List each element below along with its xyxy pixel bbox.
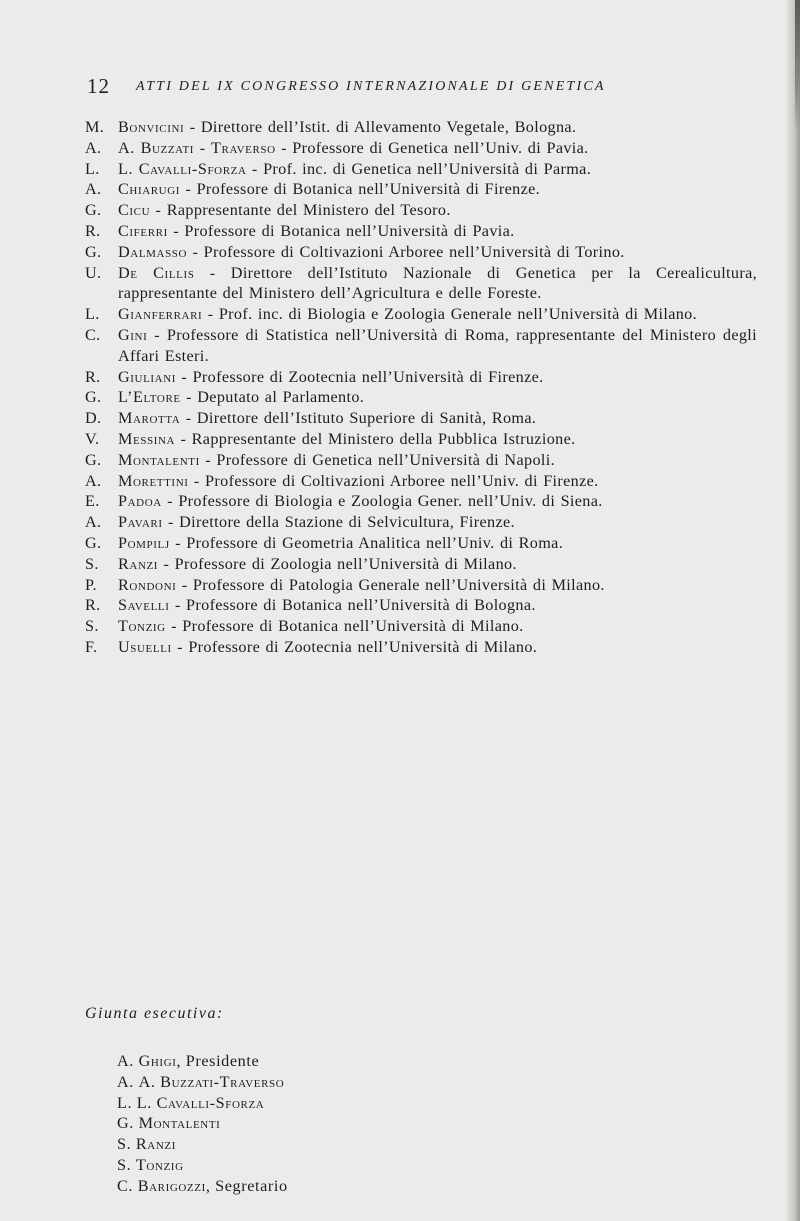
member-description: - Professore di Botanica nell’Università di Firenze. [180, 180, 541, 199]
member-description: - Direttore dell’Istituto Nazionale di Genetica per la Cerealicultura, rappresentante del Ministero dell’Agricultura e delle Foreste. [118, 263, 757, 303]
member-description: - Professore di Zootecnia nell’Università di Milano. [171, 637, 538, 656]
executive-member-initial: G. [117, 1114, 139, 1133]
executive-member [117, 1155, 288, 1176]
member-initial: S. [85, 617, 99, 636]
member-entry [85, 471, 757, 492]
member-initial: L. [85, 305, 100, 324]
member-entry [85, 450, 757, 471]
member-entry [85, 221, 757, 242]
member-name: Dalmasso [118, 242, 188, 261]
member-description: - Professore di Botanica nell’Università di Milano. [165, 617, 524, 636]
member-name: Gini [118, 325, 148, 344]
executive-member-initial: S. [117, 1155, 136, 1174]
executive-member [117, 1093, 288, 1114]
member-name: L. Cavalli-Sforza [118, 159, 247, 178]
member-name: Morettini [118, 471, 189, 490]
member-name: Rondoni [118, 575, 177, 594]
executive-member-name: Montalenti [138, 1114, 221, 1133]
member-entry [85, 491, 757, 512]
member-initial: S. [85, 554, 99, 573]
executive-member [117, 1051, 288, 1072]
member-description: - Professore di Patologia Generale nell’Università di Milano. [176, 575, 605, 594]
member-initial: A. [85, 513, 102, 532]
member-entry [85, 575, 757, 596]
member-description: - Deputato al Parlamento. [180, 388, 365, 407]
executive-member-name: A. Buzzati-Traverso [138, 1072, 285, 1091]
member-entry [85, 616, 757, 637]
member-name: Chiarugi [118, 180, 181, 199]
member-initial: P. [85, 575, 97, 594]
member-initial: G. [85, 242, 102, 261]
member-entry [85, 554, 757, 575]
member-entry [85, 200, 757, 221]
member-name: Messina [118, 429, 176, 448]
member-description: - Professore di Coltivazioni Arboree nell’Univ. di Firenze. [188, 471, 599, 490]
member-description: - Rappresentante del Ministero del Tesoro. [150, 201, 451, 220]
member-description: - Direttore dell’Istituto Superiore di Sanità, Roma. [180, 409, 537, 428]
member-name: Bonvicini [118, 118, 185, 136]
member-initial: A. [85, 138, 102, 157]
executive-member [117, 1176, 288, 1197]
member-initial: V. [85, 429, 100, 448]
member-initial: G. [85, 450, 102, 469]
member-entry [85, 242, 757, 263]
member-entry [85, 387, 757, 408]
member-entry [85, 138, 757, 159]
member-initial: A. [85, 471, 102, 490]
member-name: Cicu [118, 201, 151, 220]
member-name: Tonzig [118, 617, 166, 636]
member-description: - Direttore della Stazione di Selvicultura, Firenze. [162, 513, 515, 532]
member-description: - Rappresentante del Ministero della Pubblica Istruzione. [175, 429, 576, 448]
member-name: Padoa [118, 492, 162, 511]
executive-member-initial: A. [117, 1052, 139, 1070]
member-description: - Direttore dell’Istit. di Allevamento Vegetale, Bologna. [184, 118, 577, 136]
member-initial: A. [85, 180, 102, 199]
executive-member [117, 1134, 288, 1155]
executive-member-name: Barigozzi [137, 1176, 206, 1195]
executive-committee-title: Giunta esecutiva: [85, 1005, 224, 1022]
member-entry [85, 533, 757, 554]
member-description: - Professore di Statistica nell’Università di Roma, rappresentante del Ministero degli Affari Esteri. [118, 325, 757, 365]
executive-member-role: , Segretario [205, 1176, 288, 1195]
member-description: - Prof. inc. di Biologia e Zoologia Generale nell’Università di Milano. [202, 305, 698, 324]
executive-committee-list [117, 1051, 288, 1197]
page-edge-shadow [786, 0, 800, 1221]
member-name: Gianferrari [118, 305, 203, 324]
executive-member-initial: L. [117, 1093, 137, 1112]
member-initial: R. [85, 596, 101, 615]
executive-member-initial: A. [117, 1072, 139, 1091]
member-initial: M. [85, 118, 105, 136]
member-description: - Professore di Zootecnia nell’Università di Firenze. [176, 367, 544, 386]
member-name: Usuelli [118, 637, 172, 656]
member-entry [85, 637, 757, 658]
member-entry [85, 179, 757, 200]
executive-member [117, 1113, 288, 1134]
member-initial: R. [85, 367, 101, 386]
member-entry [85, 595, 757, 616]
executive-member-initial: C. [117, 1176, 138, 1195]
running-head: ATTI DEL IX CONGRESSO INTERNAZIONALE DI GENETICA [136, 79, 606, 94]
executive-member-name: Ghigi [138, 1052, 177, 1070]
member-entry [85, 159, 757, 180]
page-number: 12 [87, 74, 110, 98]
member-entry [85, 117, 757, 138]
committee-member-list [85, 117, 757, 658]
member-entry [85, 429, 757, 450]
member-name: Ranzi [118, 554, 159, 573]
member-initial: G. [85, 533, 102, 552]
member-entry [85, 304, 757, 325]
member-description: - Professore di Zoologia nell’Università di Milano. [158, 554, 517, 573]
page-header [87, 74, 787, 104]
executive-member-role: , Presidente [176, 1052, 260, 1070]
member-name: L’Eltore [118, 388, 181, 407]
member-initial: U. [85, 263, 102, 282]
member-name: De Cillis [118, 263, 195, 282]
member-name: Savelli [118, 596, 170, 615]
executive-member [117, 1072, 288, 1093]
member-entry [85, 408, 757, 429]
member-initial: F. [85, 637, 98, 656]
executive-member-name: L. Cavalli-Sforza [136, 1093, 265, 1112]
member-entry [85, 263, 757, 305]
member-description: - Professore di Coltivazioni Arboree nell’Università di Torino. [187, 242, 625, 261]
executive-member-name: Ranzi [135, 1135, 176, 1154]
member-description: - Professore di Biologia e Zoologia Gener. nell’Univ. di Siena. [161, 492, 603, 511]
member-initial: E. [85, 492, 100, 511]
member-name: A. Buzzati - Traverso [118, 138, 276, 157]
executive-member-initial: S. [117, 1135, 136, 1154]
member-name: Marotta [118, 409, 181, 428]
member-initial: C. [85, 325, 101, 344]
member-entry [85, 512, 757, 533]
member-name: Giuliani [118, 367, 177, 386]
member-initial: R. [85, 221, 101, 240]
member-initial: L. [85, 159, 100, 178]
member-entry [85, 367, 757, 388]
executive-member-name: Tonzig [135, 1155, 184, 1174]
page-edge-dark-corner [795, 0, 800, 130]
member-name: Pompilj [118, 533, 170, 552]
member-description: - Professore di Botanica nell’Università di Bologna. [169, 596, 536, 615]
member-name: Montalenti [118, 450, 200, 469]
member-initial: G. [85, 201, 102, 220]
member-description: - Professore di Genetica nell’Univ. di Pavia. [275, 138, 589, 157]
member-entry [85, 325, 757, 367]
member-name: Ciferri [118, 221, 168, 240]
member-name: Pavari [118, 513, 163, 532]
member-description: - Professore di Geometria Analitica nell’Univ. di Roma. [169, 533, 564, 552]
member-description: - Professore di Genetica nell’Università di Napoli. [199, 450, 555, 469]
member-description: - Professore di Botanica nell’Università di Pavia. [167, 221, 515, 240]
member-description: - Prof. inc. di Genetica nell’Università di Parma. [246, 159, 592, 178]
member-initial: G. [85, 388, 102, 407]
member-initial: D. [85, 409, 102, 428]
